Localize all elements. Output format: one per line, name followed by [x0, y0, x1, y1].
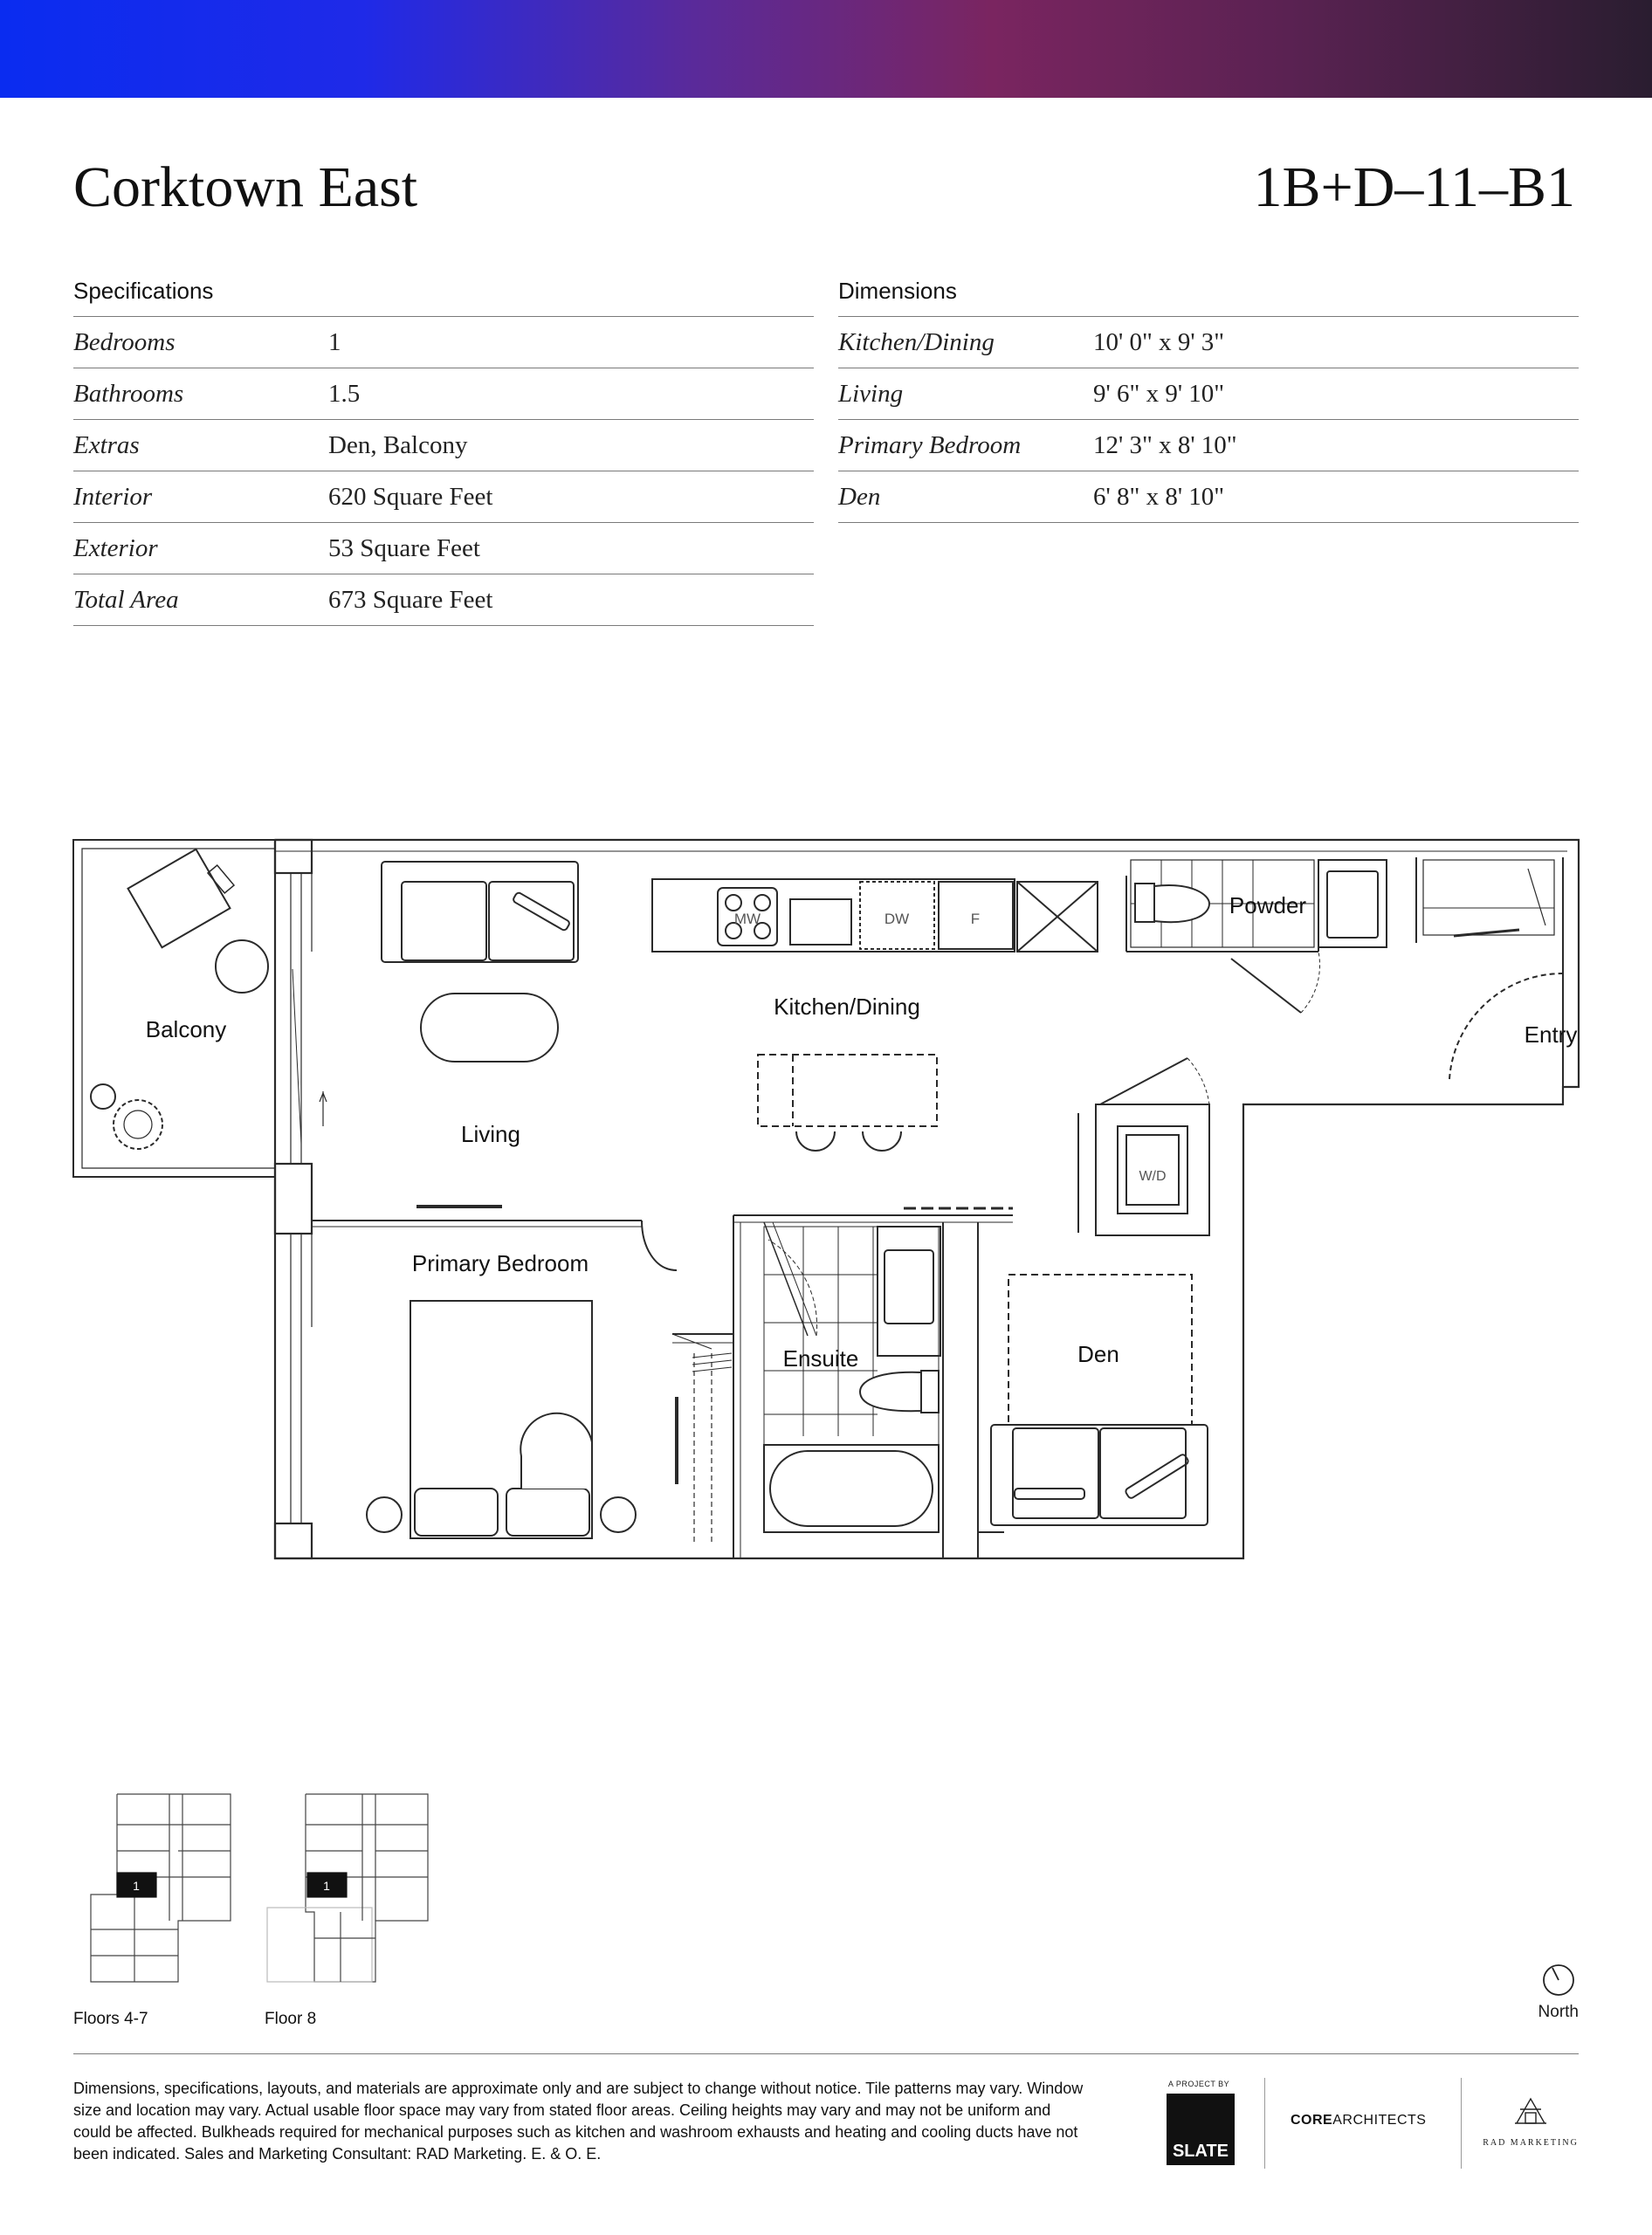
rad-emblem-icon — [1511, 2094, 1550, 2128]
dimension-label: Den — [838, 471, 1093, 523]
balcony-door — [320, 1091, 327, 1126]
dimension-value: 9' 6" x 9' 10" — [1093, 368, 1579, 420]
spec-value: 1.5 — [328, 368, 814, 420]
fixture-label-washer-dryer: W/D — [1139, 1169, 1167, 1184]
logo-divider — [1264, 2078, 1265, 2169]
table-row — [73, 368, 814, 420]
spec-value: Den, Balcony — [328, 420, 814, 471]
key-plan-caption-floor-8: Floor 8 — [265, 2010, 317, 2028]
table-row — [73, 523, 814, 574]
project-by-label: A PROJECT BY — [1167, 2080, 1230, 2088]
north-indicator — [1538, 1963, 1579, 2022]
spec-value: 53 Square Feet — [328, 523, 814, 574]
table-row — [73, 420, 814, 471]
table-row — [73, 317, 814, 368]
core-architects-logo — [1291, 2113, 1426, 2128]
powder-room-fixtures — [1131, 860, 1387, 1013]
entry-closet — [1423, 860, 1563, 1087]
specifications-table — [73, 316, 814, 626]
room-label-kitchen-dining: Kitchen/Dining — [774, 994, 920, 1020]
project-title: Corktown East — [73, 155, 418, 219]
specifications-heading: Specifications — [73, 278, 214, 304]
rad-logo-text: RAD MARKETING — [1483, 2138, 1579, 2148]
room-label-entry: Entry — [1524, 1021, 1578, 1048]
slate-logo: SLATE — [1167, 2094, 1235, 2165]
dimension-value: 10' 0" x 9' 3" — [1093, 317, 1579, 368]
fixture-label-microwave: MW — [733, 911, 761, 927]
spec-label: Bathrooms — [73, 368, 328, 420]
spec-label: Interior — [73, 471, 328, 523]
room-label-den: Den — [1077, 1341, 1119, 1367]
dimensions-heading: Dimensions — [838, 278, 957, 304]
den-furniture — [904, 1208, 1208, 1525]
room-label-living: Living — [461, 1121, 520, 1147]
key-plan-caption-floors-4-7: Floors 4-7 — [73, 2010, 148, 2028]
ensuite-fixtures — [764, 1222, 940, 1532]
floor-plan — [0, 821, 1652, 1589]
table-row — [838, 317, 1579, 368]
north-label: North — [1538, 2003, 1579, 2021]
key-plan-floors-4-7 — [73, 1781, 248, 1991]
footer-divider — [73, 2053, 1579, 2054]
table-row — [73, 471, 814, 523]
room-label-powder: Powder — [1229, 892, 1307, 918]
spec-label: Exterior — [73, 523, 328, 574]
spec-label: Total Area — [73, 574, 328, 626]
dimension-value: 6' 8" x 8' 10" — [1093, 471, 1579, 523]
unit-marker: 1 — [323, 1879, 330, 1893]
table-row — [838, 471, 1579, 523]
disclaimer: Dimensions, specifications, layouts, and materials are approximate only and are subject to change without notice. Tile patterns may vary. Window size and location may vary. Actual usable floor space may vary from stated floor areas. Ceiling heights may vary and may not be uniform and could be affected. Bulkheads required for mechanical purposes such as kitchen and washroom exhausts and heating and cooling ducts have not been indicated. Sales and Marketing Consultant: RAD Marketing. E. & O. E. — [73, 2080, 1084, 2163]
fixture-label-dishwasher: DW — [884, 911, 910, 927]
unit-marker: 1 — [133, 1879, 140, 1893]
fixture-label-fridge: F — [970, 911, 981, 927]
spec-value: 620 Square Feet — [328, 471, 814, 523]
logo-divider — [1461, 2078, 1462, 2169]
unit-code: 1B+D–11–B1 — [1253, 155, 1575, 219]
dimensions-table — [838, 316, 1579, 523]
room-label-balcony: Balcony — [145, 1016, 227, 1042]
table-row — [838, 368, 1579, 420]
table-row — [838, 420, 1579, 471]
laundry-closet — [1100, 1058, 1209, 1214]
table-row — [73, 574, 814, 626]
dimension-value: 12' 3" x 8' 10" — [1093, 420, 1579, 471]
rad-marketing-logo — [1483, 2094, 1579, 2148]
logo-strip — [1160, 2078, 1579, 2174]
dimension-label: Kitchen/Dining — [838, 317, 1093, 368]
spec-value: 673 Square Feet — [328, 574, 814, 626]
balcony-area — [73, 840, 275, 1177]
dimension-label: Primary Bedroom — [838, 420, 1093, 471]
spec-label: Bedrooms — [73, 317, 328, 368]
room-label-primary-bedroom: Primary Bedroom — [411, 1250, 589, 1276]
north-arrow-icon — [1541, 1963, 1576, 1998]
core-logo-bold: CORE — [1291, 2113, 1333, 2128]
dimension-label: Living — [838, 368, 1093, 420]
room-label-ensuite: Ensuite — [782, 1345, 859, 1372]
living-furniture — [382, 862, 578, 1207]
core-logo-rest: ARCHITECTS — [1332, 2113, 1427, 2128]
spec-label: Extras — [73, 420, 328, 471]
spec-value: 1 — [328, 317, 814, 368]
key-plan-floor-8 — [262, 1781, 437, 1991]
header-gradient-band — [0, 0, 1652, 98]
